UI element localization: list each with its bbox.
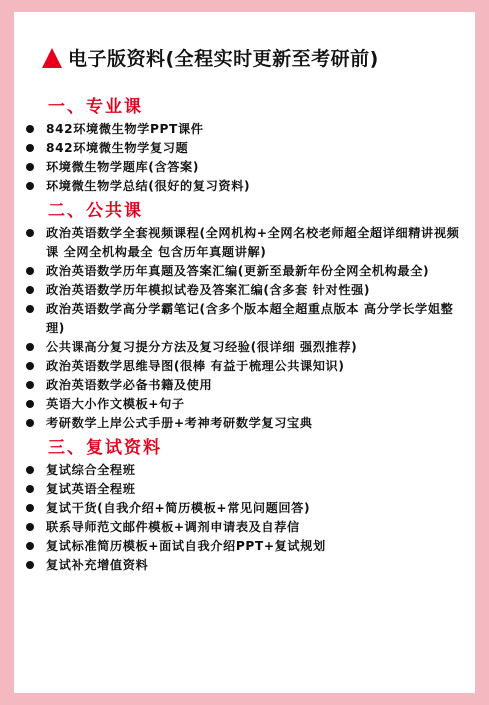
document-card (14, 12, 475, 693)
bullet-icon (26, 144, 34, 152)
bullet-icon (26, 286, 34, 294)
list-item (20, 499, 470, 518)
section-heading: 二、公共课 (48, 201, 143, 221)
list-item (20, 158, 470, 177)
list-item (20, 461, 470, 480)
list-item (20, 300, 470, 338)
list-item (20, 177, 470, 196)
bullet-icon (26, 125, 34, 133)
bullet-icon (26, 305, 34, 313)
list-item (20, 281, 470, 300)
list-item (20, 262, 470, 281)
list-item-text: 政治英语数学全套视频课程(全网机构+全网名校老师超全超详细精讲视频课 全网全机构最全 包含历年真题讲解) (46, 226, 460, 259)
title-row (42, 44, 379, 71)
bullet-icon (26, 182, 34, 190)
list-item-text: 政治英语数学历年模拟试卷及答案汇编(含多套 针对性强) (46, 283, 371, 297)
list-item (20, 537, 470, 556)
list-item (20, 139, 470, 158)
list-item-text: 联系导师范文邮件模板+调剂申请表及自荐信 (46, 520, 300, 534)
bullet-icon (26, 381, 34, 389)
list-item (20, 224, 470, 262)
bullet-icon (26, 163, 34, 171)
list-item-text: 842环境微生物学复习题 (46, 141, 189, 155)
bullet-icon (26, 523, 34, 531)
section-list (20, 224, 470, 433)
list-item-text: 环境微生物学题库(含答案) (46, 160, 200, 174)
bullet-icon (26, 229, 34, 237)
list-item-text: 英语大小作文模板+句子 (46, 397, 185, 411)
list-item (20, 357, 470, 376)
list-item-text: 复试英语全程班 (46, 482, 136, 496)
list-item-text: 政治英语数学高分学霸笔记(含多个版本超全超重点版本 高分学长学姐整理) (46, 302, 454, 335)
list-item (20, 556, 470, 575)
list-item-text: 考研数学上岸公式手册+考神考研数学复习宝典 (46, 416, 313, 430)
page-title: 电子版资料(全程实时更新至考研前) (68, 48, 379, 70)
list-item (20, 480, 470, 499)
list-item-text: 复试补充增值资料 (46, 558, 149, 572)
bullet-icon (26, 267, 34, 275)
list-item-text: 政治英语数学必备书籍及使用 (46, 378, 213, 392)
bullet-icon (26, 485, 34, 493)
section-heading: 一、专业课 (48, 97, 143, 117)
list-item-text: 复试干货(自我介绍+简历模板+常见问题回答) (46, 501, 311, 515)
list-item (20, 395, 470, 414)
list-item-text: 复试综合全程班 (46, 463, 136, 477)
section-list (20, 120, 470, 196)
list-item (20, 376, 470, 395)
section-heading: 三、复试资料 (48, 438, 162, 458)
list-item-text: 环境微生物学总结(很好的复习资料) (46, 179, 251, 193)
bullet-icon (26, 504, 34, 512)
bullet-icon (26, 561, 34, 569)
bullet-icon (26, 466, 34, 474)
list-item (20, 338, 470, 357)
bullet-icon (26, 419, 34, 427)
list-item-text: 政治英语数学历年真题及答案汇编(更新至最新年份全网全机构最全) (46, 264, 430, 278)
resource-list (20, 96, 470, 579)
list-item (20, 414, 470, 433)
list-item-text: 842环境微生物学PPT课件 (46, 122, 204, 136)
red-triangle-icon (42, 48, 62, 68)
list-item-text: 公共课高分复习提分方法及复习经验(很详细 强烈推荐) (46, 340, 358, 354)
bullet-icon (26, 343, 34, 351)
bullet-icon (26, 362, 34, 370)
section-list (20, 461, 470, 575)
list-item-text: 政治英语数学思维导图(很棒 有益于梳理公共课知识) (46, 359, 345, 373)
bullet-icon (26, 542, 34, 550)
bullet-icon (26, 400, 34, 408)
list-item (20, 518, 470, 537)
list-item (20, 120, 470, 139)
list-item-text: 复试标准简历模板+面试自我介绍PPT+复试规划 (46, 539, 326, 553)
